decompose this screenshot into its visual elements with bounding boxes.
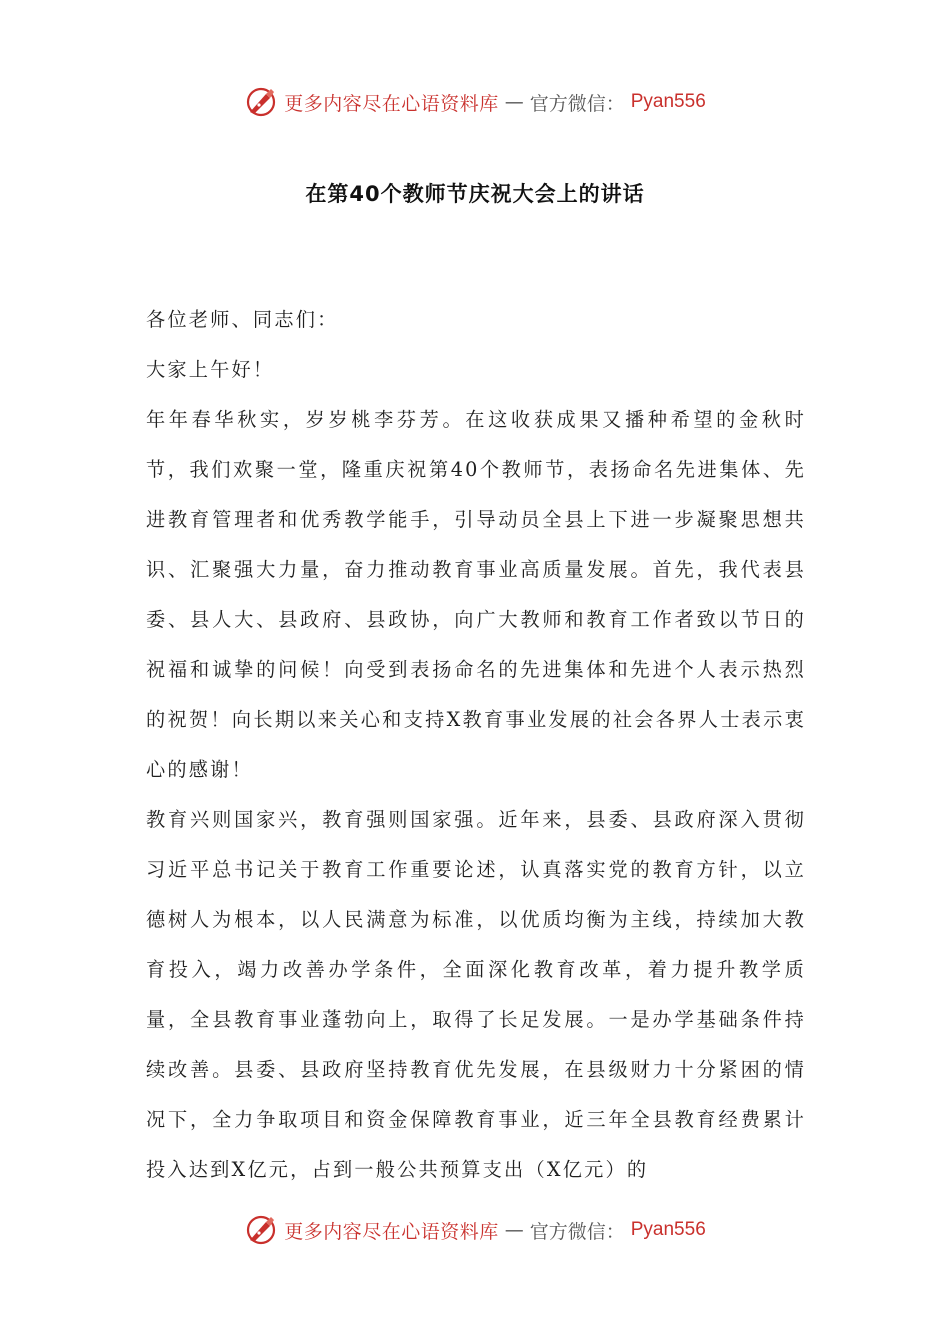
site-name: 更多内容尽在心语资料库 xyxy=(284,92,499,115)
banner-separator: — xyxy=(504,91,524,113)
site-name: 更多内容尽在心语资料库 xyxy=(284,1220,499,1243)
footer-banner xyxy=(0,1210,950,1250)
salutation: 各位老师、同志们： xyxy=(146,308,339,331)
banner-separator: — xyxy=(504,1219,524,1241)
paragraph: 教育兴则国家兴，教育强则国家强。近年来，县委、县政府深入贯彻习近平总书记关于教育工作重要论述，认真落实党的教育方针，以立德树人为根本，以人民满意为标准，以优质均衡为主线，持续加大教育投入，竭力改善办学条件，全面深化教育改革，着力提升教学质量，全县教育事业蓬勃向上，取得了长足发展。一是办学基础条件持续改善。县委、县政府坚持教育优先发展，在县级财力十分紧困的情况下，全力争取项目和资金保障教育事业，近三年全县教育经费累计投入达到X亿元，占到一般公共预算支出（X亿元）的 xyxy=(146,808,806,1181)
wechat-handle: Pyan556 xyxy=(630,91,706,112)
header-banner xyxy=(0,82,950,122)
document-title: 在第40个教师节庆祝大会上的讲话 xyxy=(305,182,645,206)
document-body xyxy=(146,295,806,1195)
pen-nib-logo-icon xyxy=(244,85,278,119)
paragraph: 年年春华秋实，岁岁桃李芬芳。在这收获成果又播种希望的金秋时节，我们欢聚一堂，隆重庆祝第40个教师节，表扬命名先进集体、先进教育管理者和优秀教学能手，引导动员全县上下进一步凝聚思想共识、汇聚强大力量，奋力推动教育事业高质量发展。首先，我代表县委、县人大、县政府、县政协，向广大教师和教育工作者致以节日的祝福和诚挚的问候！向受到表扬命名的先进集体和先进个人表示热烈的祝贺！向长期以来关心和支持X教育事业发展的社会各界人士表示衷心的感谢！ xyxy=(146,408,806,781)
wechat-label: 官方微信： xyxy=(529,92,625,115)
wechat-label: 官方微信： xyxy=(529,1220,625,1243)
pen-nib-logo-icon xyxy=(244,1213,278,1247)
greeting: 大家上午好！ xyxy=(146,358,275,381)
wechat-handle: Pyan556 xyxy=(630,1219,706,1240)
